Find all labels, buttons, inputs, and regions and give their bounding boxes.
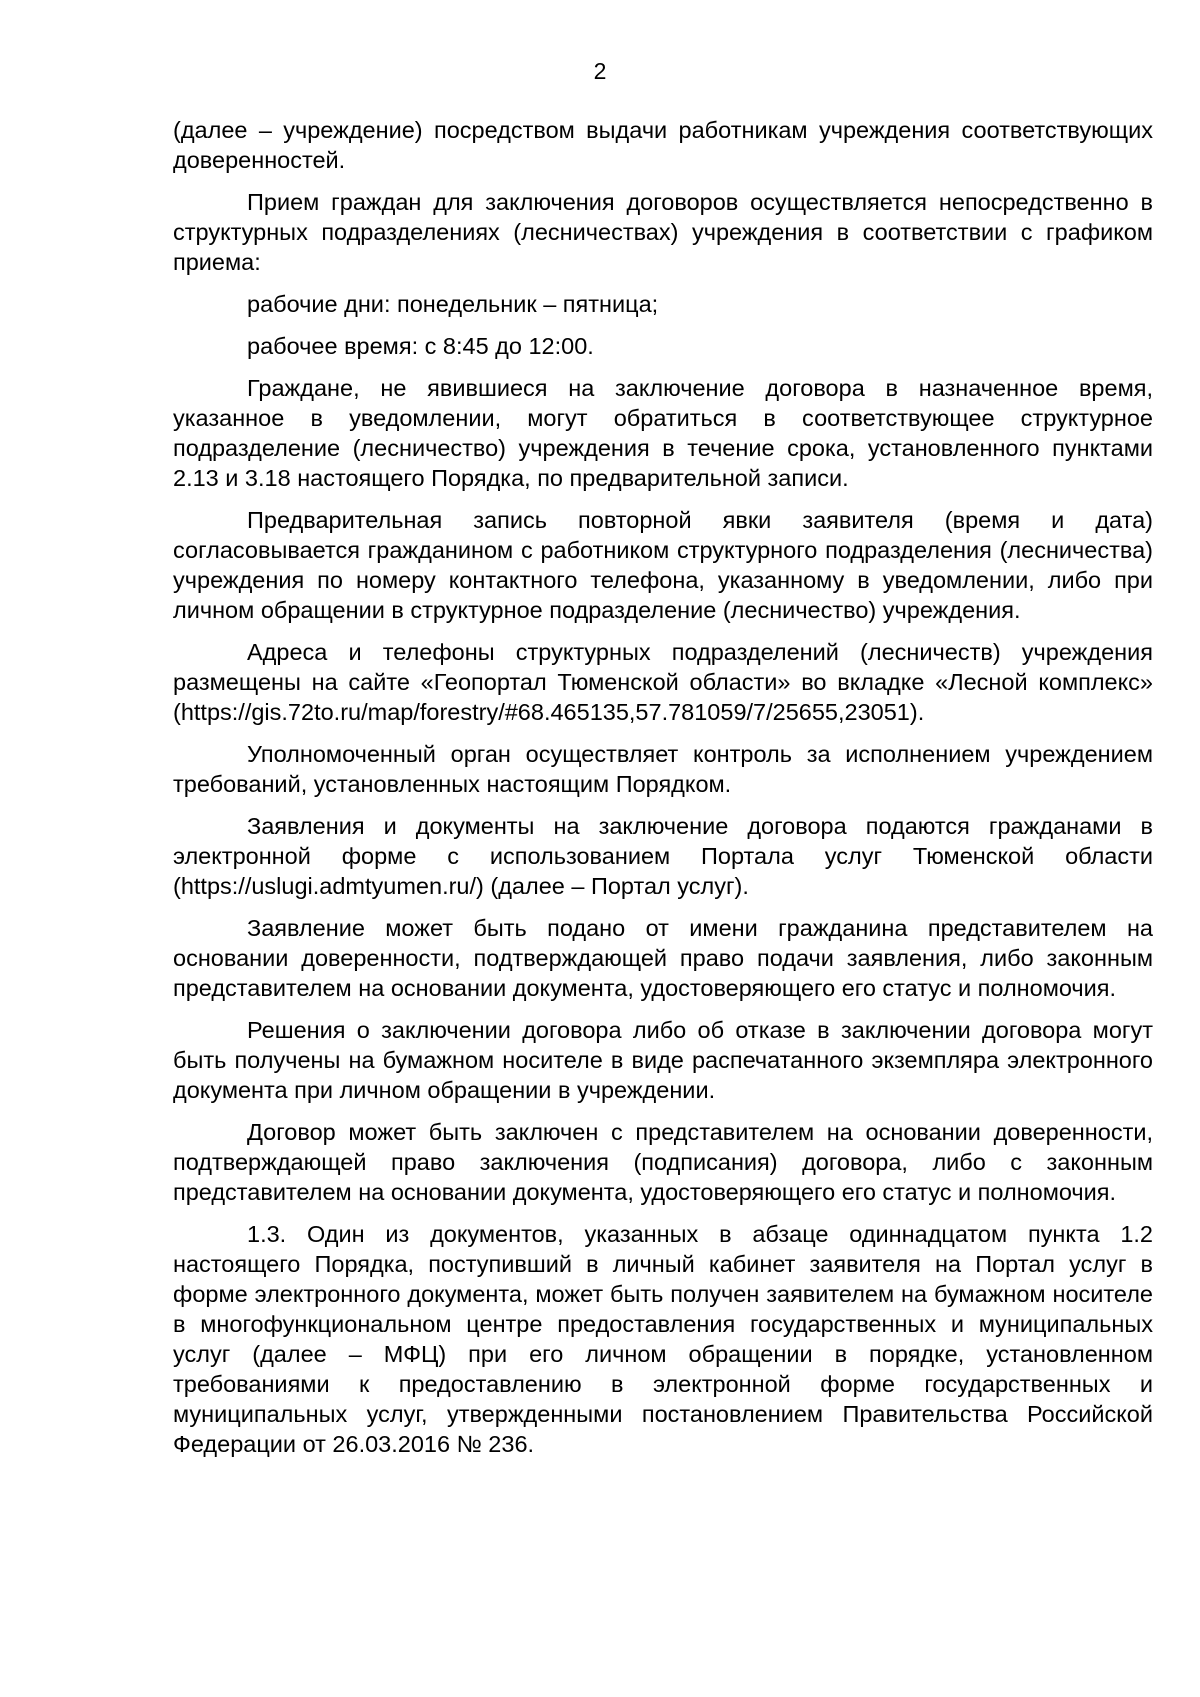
paragraph-reception: Прием граждан для заключения договоров осуществляется непосредственно в структурных подразделениях (лесничествах) учреждения в соответствии с графиком приема: — [173, 189, 1153, 275]
paragraph-addresses: Адреса и телефоны структурных подразделений (лесничеств) учреждения размещены на сайте «Геопортал Тюменской области» во вкладке «Лесной комплекс» (https://gis.72to.ru/map/forestry/#68.465135,57.781059/7/25655,23051). — [173, 639, 1153, 725]
paragraph-section-1-3: 1.3. Один из документов, указанных в абзаце одиннадцатом пункта 1.2 настоящего Порядка, поступивший в личный кабинет заявителя на Портал услуг в форме электронного документа, может быть получен заявителем на бумажном носителе в многофункциональном центре предоставления государственных и муниципальных услуг (далее – МФЦ) при его личном обращении в порядке, установленном требованиями к предоставлению в электронной форме государственных и муниципальных услуг, утвержденными постановлением Правительства Российской Федерации от 26.03.2016 № 236. — [173, 1221, 1153, 1457]
paragraph-applications: Заявления и документы на заключение договора подаются гражданами в электронной форме с использованием Портала услуг Тюменской области (https://uslugi.admtyumen.ru/) (далее – Портал услуг). — [173, 813, 1153, 899]
paragraph-decisions: Решения о заключении договора либо об отказе в заключении договора могут быть получены на бумажном носителе в виде распечатанного экземпляра электронного документа при личном обращении в учреждении. — [173, 1017, 1153, 1103]
paragraph-missed-appointment: Граждане, не явившиеся на заключение договора в назначенное время, указанное в уведомлении, могут обратиться в соответствующее структурное подразделение (лесничество) учреждения в течение срока, установленного пунктами 2.13 и 3.18 настоящего Порядка, по предварительной записи. — [173, 375, 1153, 491]
paragraph-control: Уполномоченный орган осуществляет контроль за исполнением учреждением требований, установленных настоящим Порядком. — [173, 741, 1153, 797]
page-number: 2 — [593, 58, 607, 84]
paragraph-working-hours: рабочее время: с 8:45 до 12:00. — [247, 333, 594, 359]
paragraph-continuation: (далее – учреждение) посредством выдачи работникам учреждения соответствующих доверенностей. — [173, 117, 1153, 173]
paragraph-contract-representative: Договор может быть заключен с представителем на основании доверенности, подтверждающей право заключения (подписания) договора, либо с законным представителем на основании документа, удостоверяющего его статус и полномочия. — [173, 1119, 1153, 1205]
paragraph-representative-application: Заявление может быть подано от имени гражданина представителем на основании доверенности, подтверждающей право подачи заявления, либо законным представителем на основании документа, удостоверяющего его статус и полномочия. — [173, 915, 1153, 1001]
paragraph-pre-registration: Предварительная запись повторной явки заявителя (время и дата) согласовывается гражданином с работником структурного подразделения (лесничества) учреждения по номеру контактного телефона, указанному в уведомлении, либо при личном обращении в структурное подразделение (лесничество) учреждения. — [173, 507, 1153, 623]
paragraph-working-days: рабочие дни: понедельник – пятница; — [247, 291, 659, 317]
document-body — [173, 115, 1153, 1471]
